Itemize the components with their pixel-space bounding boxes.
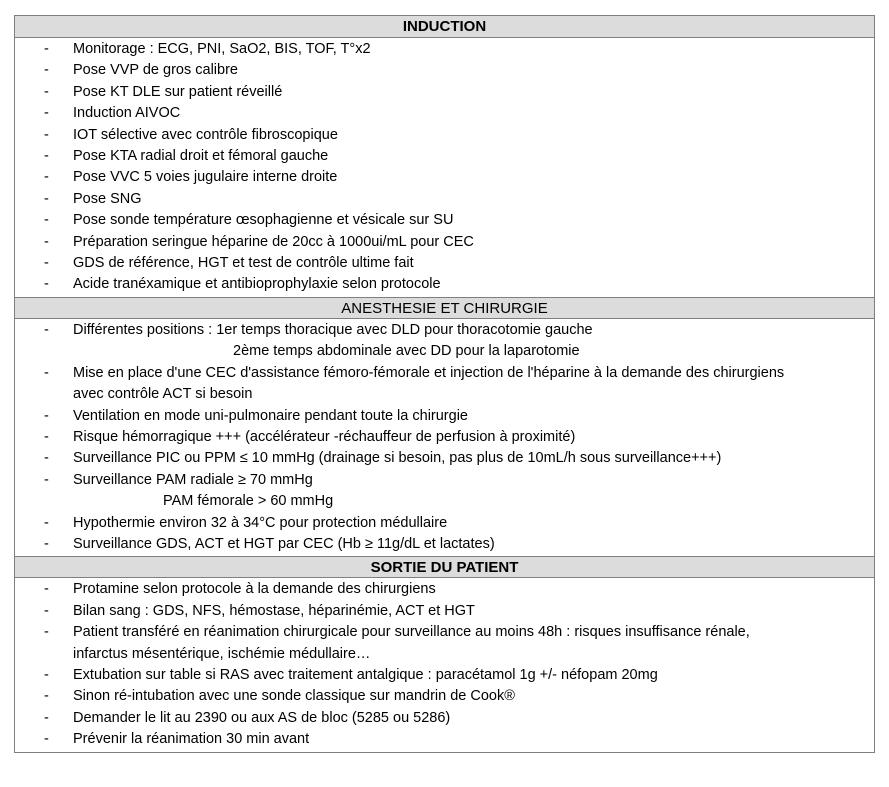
bullet-dash: - [44,581,49,598]
list-item-text: Bilan sang : GDS, NFS, hémostase, héparinémie, ACT et HGT [73,602,475,619]
list-item [15,274,874,295]
bullet-dash: - [44,666,49,683]
bullet-dash: - [44,190,49,207]
list-item-text: Pose SNG [73,190,142,207]
list-item [15,448,874,469]
bullet-dash: - [44,535,49,552]
list-item-text: Différentes positions : 1er temps thoracique avec DLD pour thoracotomie gauche [73,321,593,338]
bullet-dash: - [44,276,49,293]
bullet-dash: - [44,255,49,272]
list-item-text: Prévenir la réanimation 30 min avant [73,731,310,748]
list-item-text-continued: PAM fémorale > 60 mmHg [163,493,334,510]
list-item-text-continued: infarctus mésentérique, ischémie médullaire… [73,645,371,662]
bullet-dash: - [44,688,49,705]
list-item [15,470,874,513]
list-item [15,82,874,103]
list-item-text: Demander le lit au 2390 ou aux AS de bloc (5285 ou 5286) [73,709,451,726]
list-item-text: GDS de référence, HGT et test de contrôle ultime fait [73,255,414,272]
list-item-text: Hypothermie environ 32 à 34°C pour protection médullaire [73,514,448,531]
list-item-text: Risque hémorragique +++ (accélérateur -réchauffeur de perfusion à proximité) [73,428,576,445]
bullet-dash: - [44,602,49,619]
list-item [15,686,874,707]
list-item [15,406,874,427]
list-item [15,167,874,188]
list-item-text: Sinon ré-intubation avec une sonde classique sur mandrin de Cook® [73,688,515,705]
bullet-dash: - [44,709,49,726]
list-item [15,39,874,60]
list-item [15,601,874,622]
list-item-text: Préparation seringue héparine de 20cc à 1000ui/mL pour CEC [73,233,474,250]
list-item [15,189,874,210]
bullet-dash: - [44,624,49,641]
section-header-anesthesie-chirurgie: ANESTHESIE ET CHIRURGIE [15,297,874,319]
list-item [15,427,874,448]
list-item-text: Induction AIVOC [73,105,181,122]
list-item [15,125,874,146]
section-body-induction [15,38,874,297]
list-item [15,103,874,124]
bullet-dash: - [44,169,49,186]
bullet-dash: - [44,105,49,122]
list-item-text: Pose VVP de gros calibre [73,62,238,79]
list-item [15,363,874,406]
section-body-anesthesie-chirurgie [15,319,874,556]
list-item-text: Protamine selon protocole à la demande des chirurgiens [73,581,436,598]
bullet-dash: - [44,450,49,467]
list-item [15,534,874,555]
list-item-text: Pose sonde température œsophagienne et vésicale sur SU [73,212,454,229]
bullet-dash: - [44,321,49,338]
list-item-text: Ventilation en mode uni-pulmonaire pendant toute la chirurgie [73,407,468,424]
bullet-dash: - [44,212,49,229]
list-item [15,708,874,729]
list-item [15,320,874,363]
list-item-text: IOT sélective avec contrôle fibroscopique [73,126,338,143]
list-item [15,513,874,534]
list-item [15,146,874,167]
section-header-induction: INDUCTION [15,16,874,38]
bullet-dash: - [44,428,49,445]
bullet-dash: - [44,41,49,57]
list-item [15,232,874,253]
list-item-text-continued: avec contrôle ACT si besoin [73,386,253,403]
list-item [15,729,874,750]
list-item [15,579,874,600]
list-item [15,253,874,274]
list-item-text: Extubation sur table si RAS avec traitement antalgique : paracétamol 1g +/- néfopam 20mg [73,666,658,683]
bullet-dash: - [44,407,49,424]
list-item-text: Pose VVC 5 voies jugulaire interne droite [73,169,338,186]
list-item-text: Monitorage : ECG, PNI, SaO2, BIS, TOF, T°x2 [73,41,371,57]
list-item [15,665,874,686]
section-body-sortie-patient [15,578,874,751]
bullet-dash: - [44,83,49,100]
list-item-text: Pose KTA radial droit et fémoral gauche [73,148,329,165]
section-header-sortie-patient: SORTIE DU PATIENT [15,556,874,578]
list-item [15,622,874,665]
list-item-text: Acide tranéxamique et antibioprophylaxie selon protocole [73,276,441,293]
list-item-text: Surveillance GDS, ACT et HGT par CEC (Hb ≥ 11g/dL et lactates) [73,535,495,552]
list-item-text: Pose KT DLE sur patient réveillé [73,83,283,100]
bullet-dash: - [44,364,49,381]
protocol-table [14,15,875,753]
list-item-text: Surveillance PIC ou PPM ≤ 10 mmHg (drainage si besoin, pas plus de 10mL/h sous surveillance+++) [73,450,722,467]
bullet-dash: - [44,62,49,79]
list-item [15,210,874,231]
list-item-text: Patient transféré en réanimation chirurgicale pour surveillance au moins 48h : risques insuffisance rénale, [73,624,750,641]
bullet-dash: - [44,126,49,143]
bullet-dash: - [44,514,49,531]
list-item-text: Mise en place d'une CEC d'assistance fémoro-fémorale et injection de l'héparine à la demande des chirurgiens [73,364,785,381]
bullet-dash: - [44,731,49,748]
list-item-text-continued: 2ème temps abdominale avec DD pour la laparotomie [233,343,580,360]
bullet-dash: - [44,471,49,488]
list-item [15,60,874,81]
bullet-dash: - [44,233,49,250]
list-item-text: Surveillance PAM radiale ≥ 70 mmHg [73,471,313,488]
bullet-dash: - [44,148,49,165]
